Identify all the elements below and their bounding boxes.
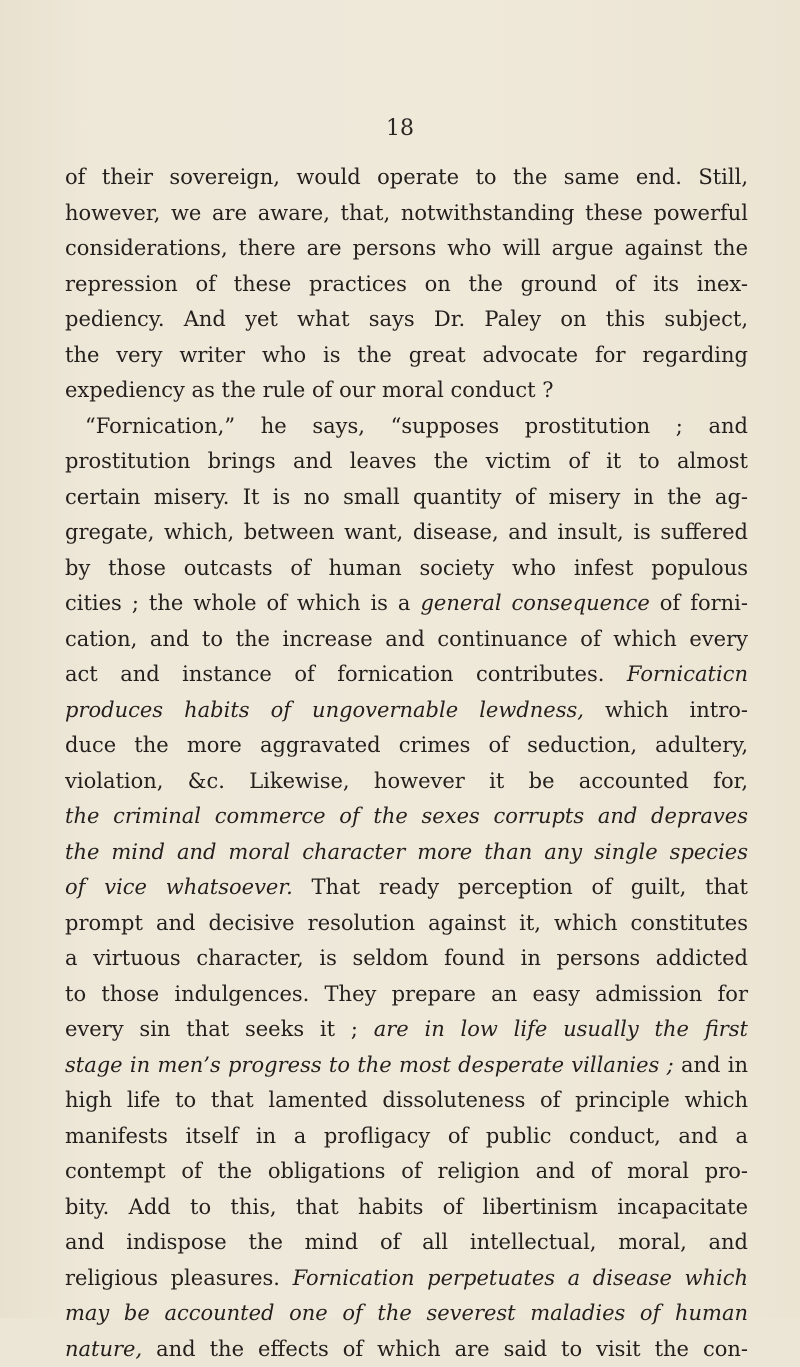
italic-text: are in low life usually the first [374,1017,748,1041]
text-line [65,1154,748,1190]
text-line [65,196,748,232]
text-line [65,977,748,1013]
text-run: cation, and to the increase and continuance of which every [65,627,748,651]
body-text [65,160,748,1367]
italic-text: nature, [65,1337,142,1361]
italic-text: Fornication perpetuates a disease which [293,1266,748,1290]
text-run: cities ; the whole of which is a [65,591,420,615]
text-line [65,1083,748,1119]
text-run: act and instance of fornication contributes. [65,662,627,686]
text-line [65,693,748,729]
italic-text: the mind and moral character more than any single species [65,840,748,864]
text-run: and indispose the mind of all intellectual, moral, and [65,1230,748,1254]
italic-text: stage in men’s progress to the most desperate villanies ; [65,1053,674,1077]
text-line [65,1332,748,1367]
text-line [65,728,748,764]
text-line [65,799,748,835]
text-run: the very writer who is the great advocate for regarding [65,343,748,367]
text-line [65,1261,748,1297]
text-run: however, we are aware, that, notwithstanding these powerful [65,201,748,225]
text-line [65,160,748,196]
text-line [65,764,748,800]
text-line [65,1119,748,1155]
text-run: high life to that lamented dissoluteness of principle which [65,1088,748,1112]
text-line [65,231,748,267]
text-line [65,515,748,551]
text-run: duce the more aggravated crimes of seduction, adultery, [65,733,748,757]
text-run: by those outcasts of human society who infest populous [65,556,748,580]
text-run: bity. Add to this, that habits of libertinism incapacitate [65,1195,748,1219]
italic-text: of vice whatsoever. [65,875,293,899]
text-run: manifests itself in a profligacy of public conduct, and a [65,1124,748,1148]
text-run: repression of these practices on the ground of its inex- [65,272,748,296]
text-line [65,338,748,374]
text-run: expediency as the rule of our moral conduct ? [65,378,554,402]
text-run: That ready perception of guilt, that [293,875,748,899]
text-line [65,1190,748,1226]
text-run: contempt of the obligations of religion and of moral pro- [65,1159,748,1183]
text-line [65,941,748,977]
text-run: pediency. And yet what says Dr. Paley on this subject, [65,307,748,331]
text-line [65,870,748,906]
text-run: every sin that seeks it ; [65,1017,374,1041]
text-line [65,480,748,516]
text-run: prompt and decisive resolution against it, which constitutes [65,911,748,935]
text-run: certain misery. It is no small quantity of misery in the ag- [65,485,748,509]
text-line [65,409,748,445]
text-line [65,444,748,480]
text-line [65,657,748,693]
text-run: of their sovereign, would operate to the same end. Still, [65,165,748,189]
text-line [65,906,748,942]
text-line [65,1048,748,1084]
text-line [65,1225,748,1261]
text-run: to those indulgences. They prepare an easy admission for [65,982,748,1006]
text-run: and the effects of which are said to visit the con- [142,1337,748,1361]
text-line [65,1012,748,1048]
text-run: considerations, there are persons who will argue against the [65,236,748,260]
italic-text: the criminal commerce of the sexes corrupts and depraves [65,804,748,828]
text-line [65,586,748,622]
text-run: which intro- [584,698,748,722]
italic-text: Fornicaticn [627,662,748,686]
text-line [65,302,748,338]
text-run: “Fornication,” he says, “supposes prostitution ; and [85,414,748,438]
italic-text: may be accounted one of the severest maladies of human [65,1301,748,1325]
text-line [65,551,748,587]
page-number: 18 [0,116,800,141]
text-run: of forni- [650,591,748,615]
text-line [65,1296,748,1332]
text-run: gregate, which, between want, disease, and insult, is suffered [65,520,748,544]
text-line [65,622,748,658]
italic-text: general consequence [420,591,649,615]
text-run: prostitution brings and leaves the victim of it to almost [65,449,748,473]
text-run: religious pleasures. [65,1266,293,1290]
text-run: violation, &c. Likewise, however it be accounted for, [65,769,748,793]
text-run: a virtuous character, is seldom found in persons addicted [65,946,748,970]
text-line [65,373,748,409]
text-line [65,267,748,303]
italic-text: produces habits of ungovernable lewdness, [65,698,584,722]
text-line [65,835,748,871]
text-run: and in [674,1053,748,1077]
